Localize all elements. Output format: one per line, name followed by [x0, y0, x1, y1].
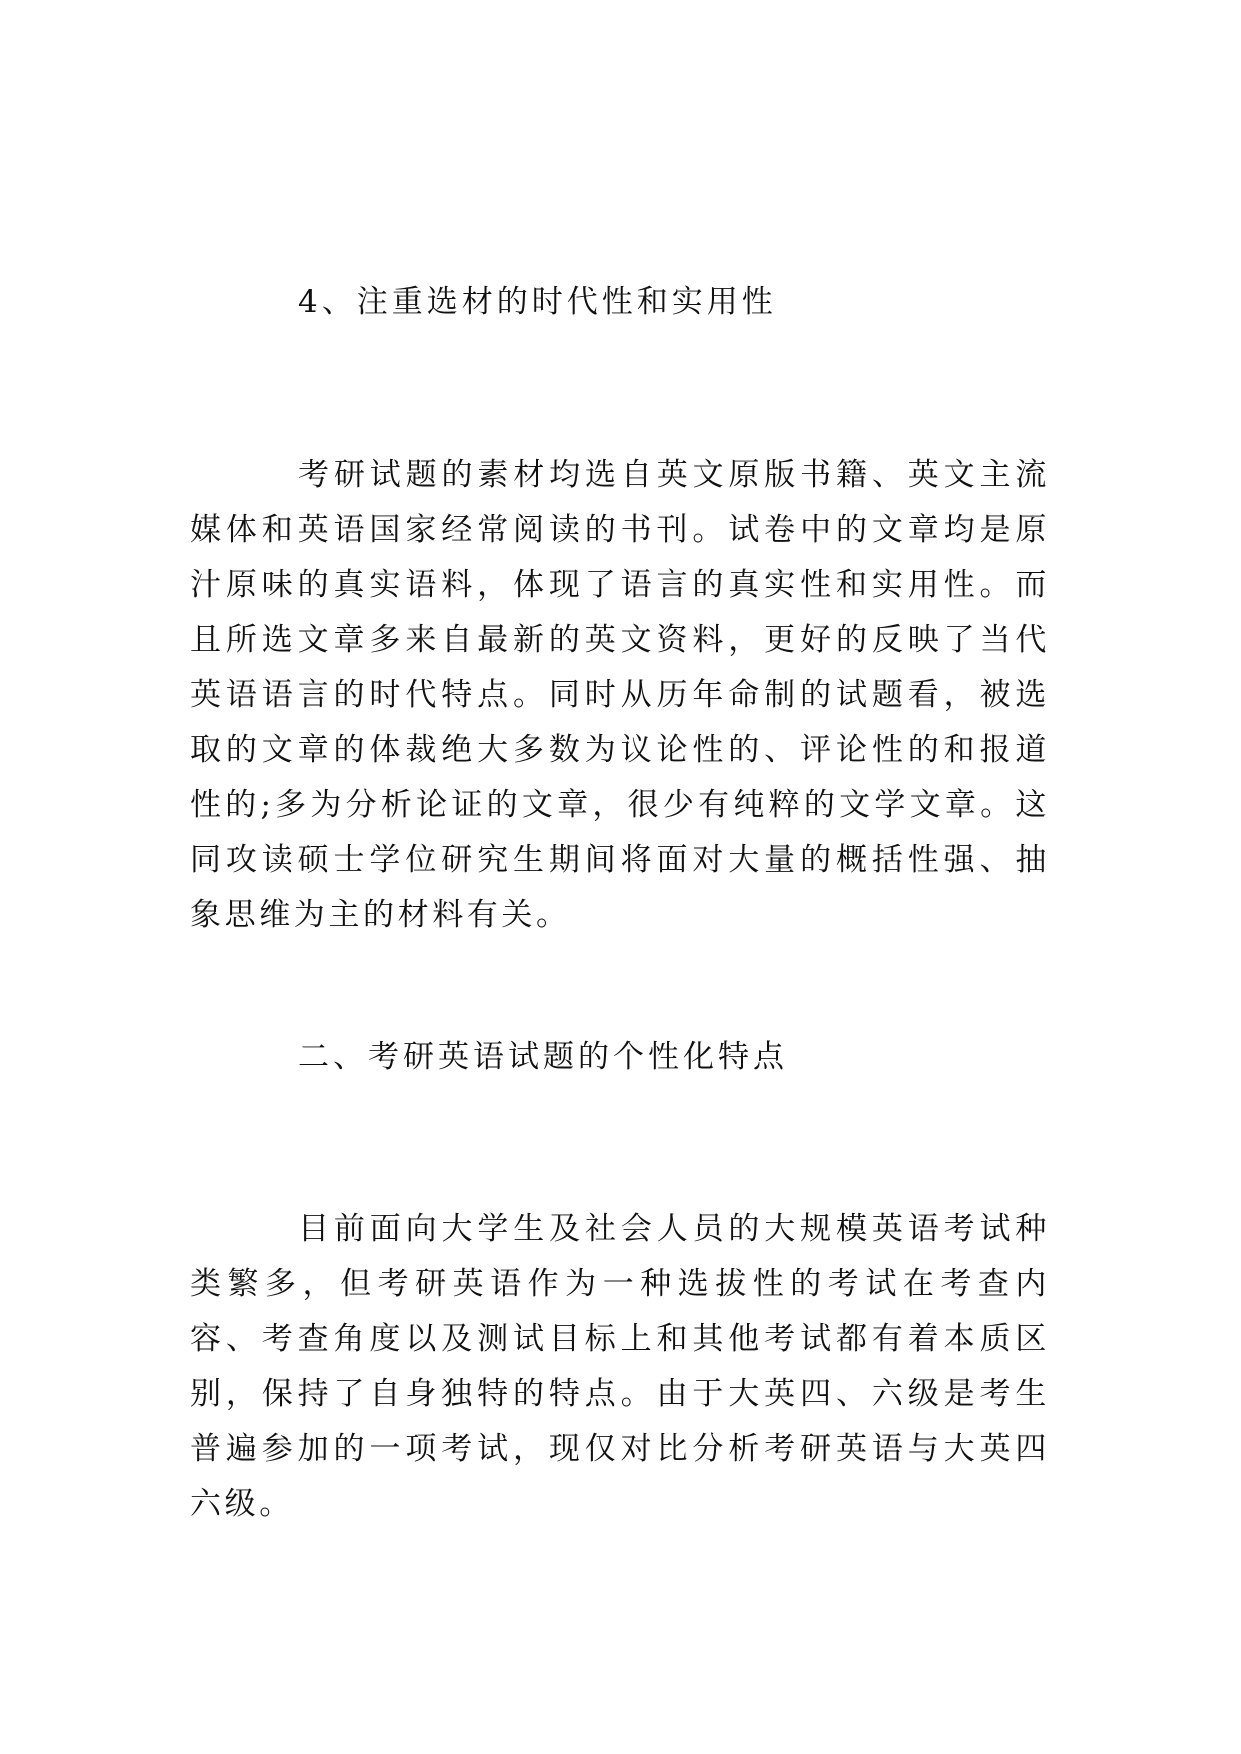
- paragraph-individual-features: 目前面向大学生及社会人员的大规模英语考试种类繁多，但考研英语作为一种选拔性的考试在考查内容、考查角度以及测试目标上和其他考试都有着本质区别，保持了自身独特的特点。由于大英四、六级是考生普遍参加的一项考试，现仅对比分析考研英语与大英四六级。: [190, 1211, 1050, 1522]
- section-heading-4: 4、注重选材的时代性和实用性: [298, 284, 777, 320]
- paragraph-material-selection: 考研试题的素材均选自英文原版书籍、英文主流媒体和英语国家经常阅读的书刊。试卷中的文章均是原汁原味的真实语料，体现了语言的真实性和实用性。而且所选文章多来自最新的英文资料，更好的反映了当代英语语言的时代特点。同时从历年命制的试题看，被选取的文章的体裁绝大多数为议论性的、评论性的和报道性的;多为分析论证的文章，很少有纯粹的文学文章。这同攻读硕士学位研究生期间将面对大量的概括性强、抽象思维为主的材料有关。: [190, 457, 1050, 933]
- section-heading-2: 二、考研英语试题的个性化特点: [298, 1039, 788, 1075]
